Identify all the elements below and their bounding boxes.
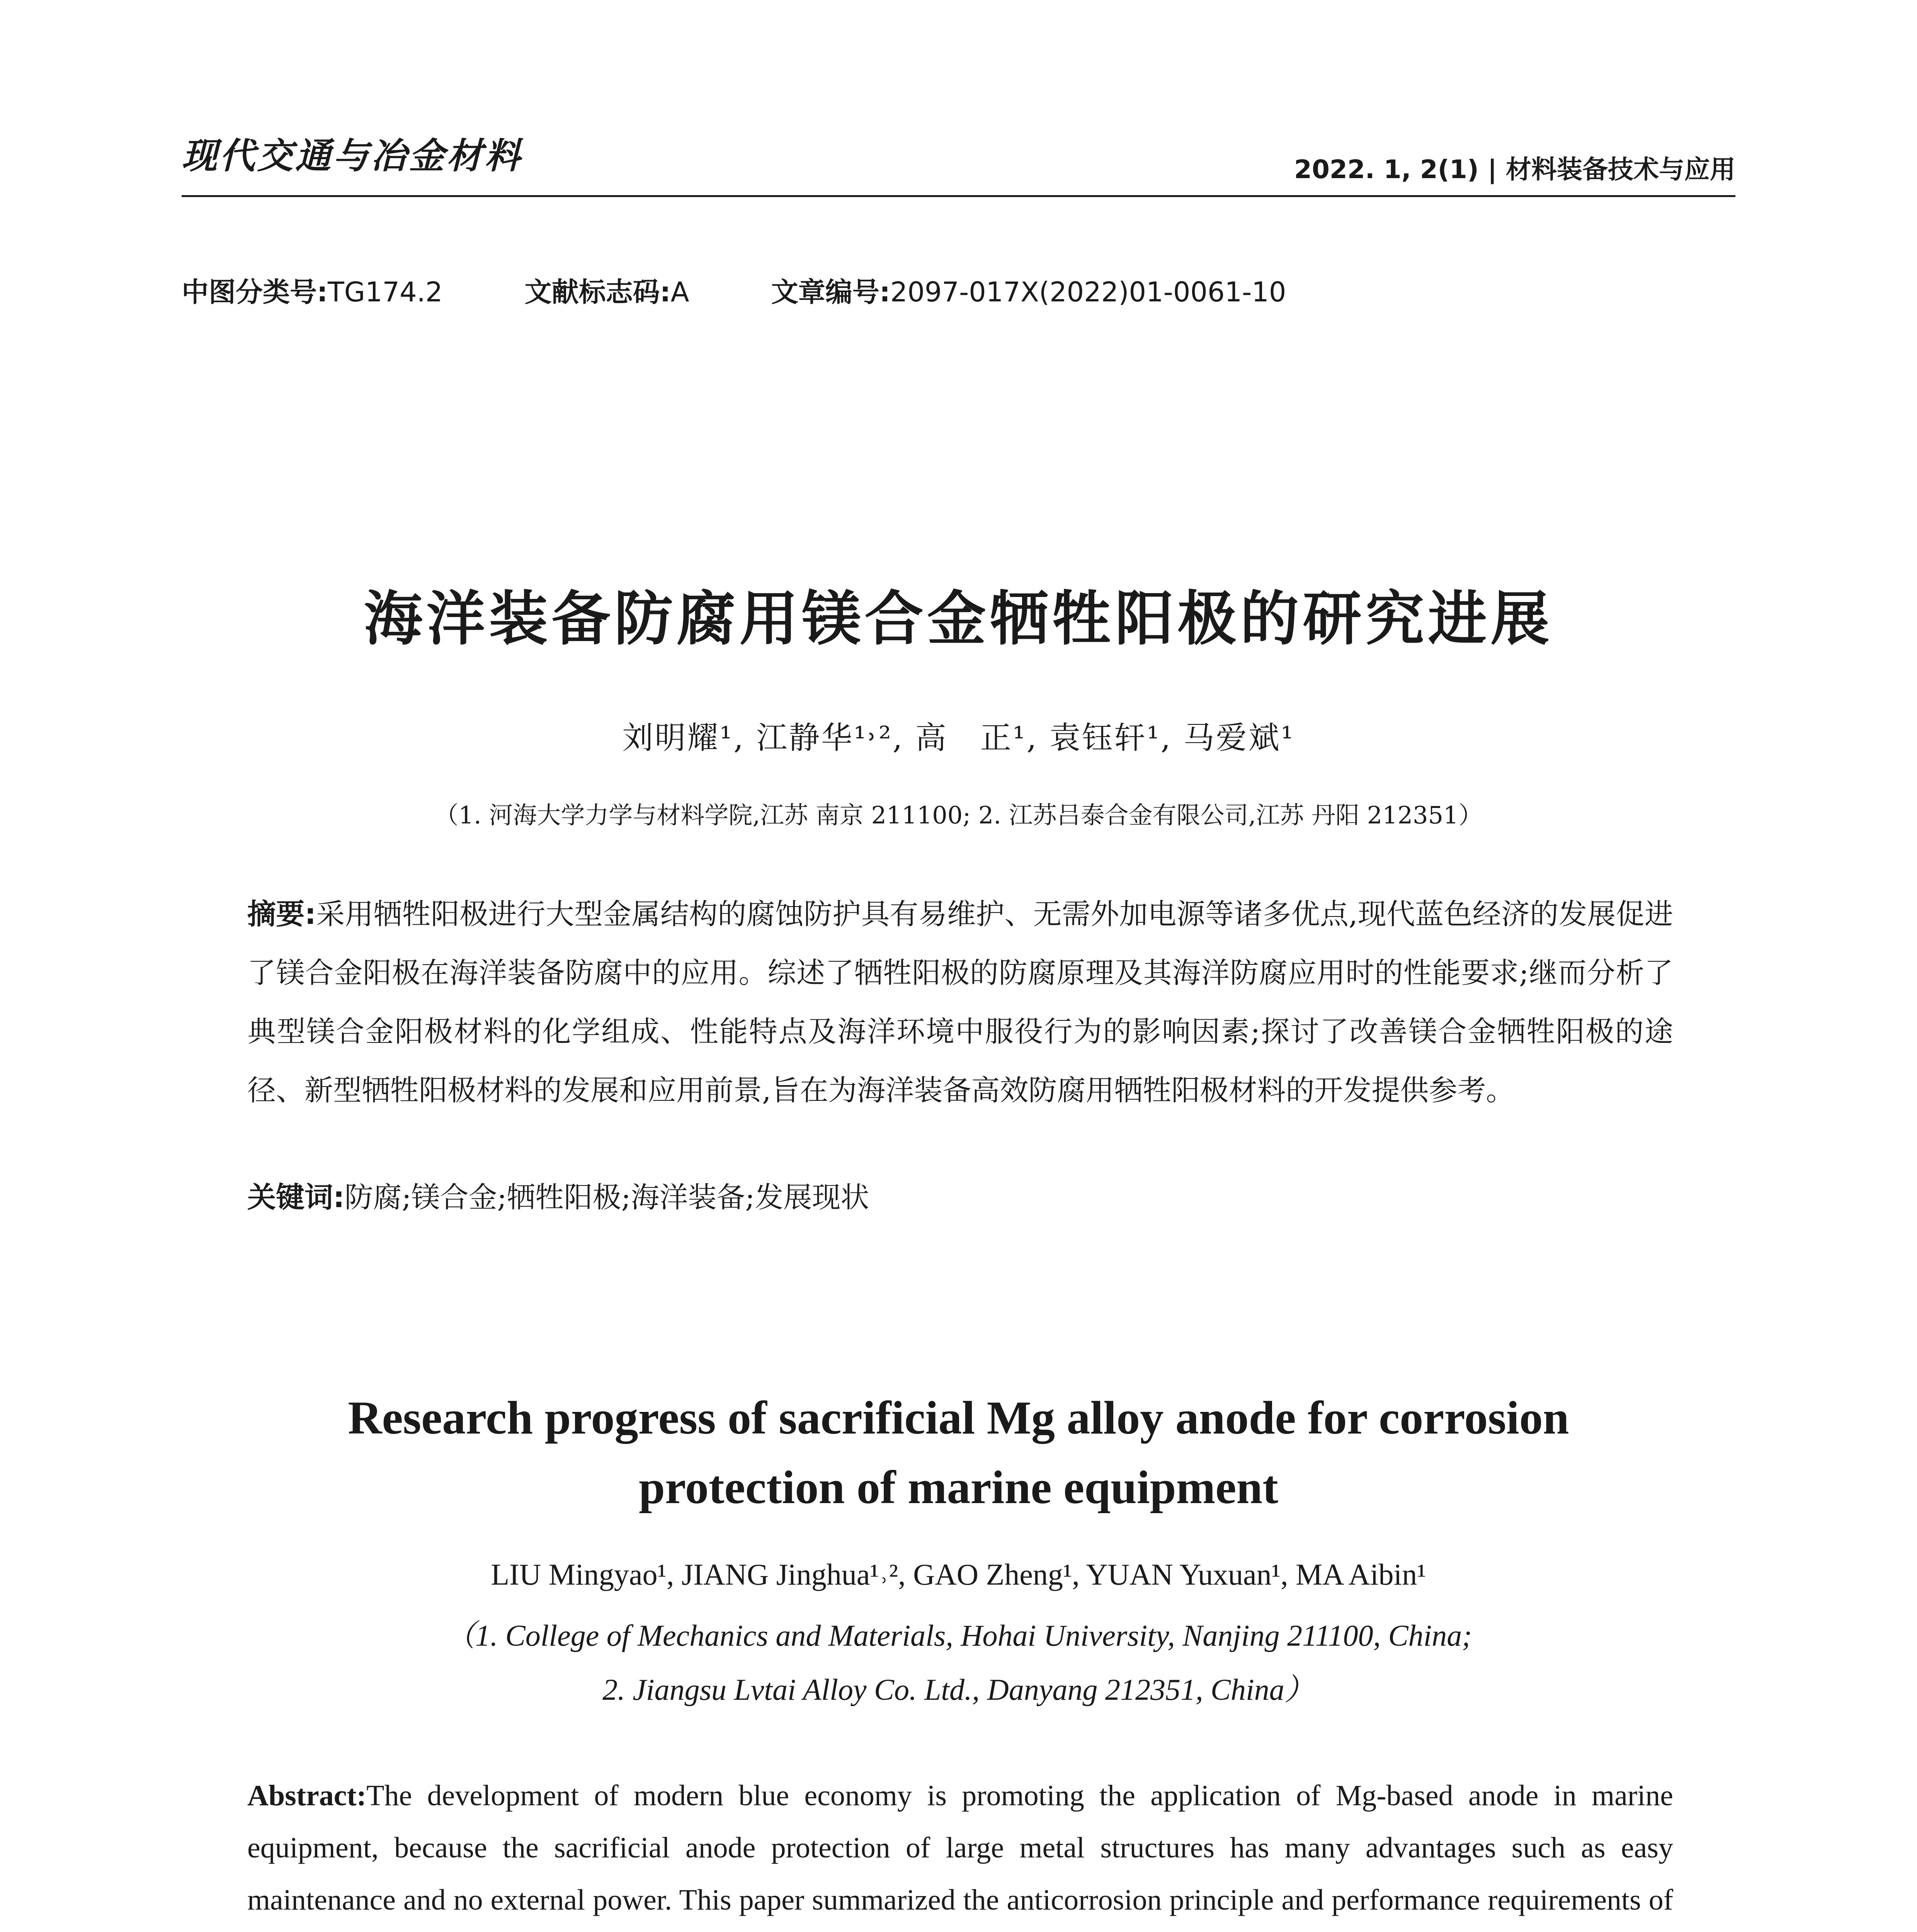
document-code: 文献标志码:A xyxy=(524,276,689,308)
abstract-chinese-label: 摘要: xyxy=(247,898,316,931)
header-divider xyxy=(182,195,1735,197)
clc-code: 中图分类号:TG174.2 xyxy=(182,276,443,308)
authors-chinese: 刘明耀¹, 江静华¹˒², 高 正¹, 袁钰轩¹, 马爱斌¹ xyxy=(622,720,1295,756)
journal-logo: 现代交通与冶金材料 xyxy=(182,135,523,177)
title-chinese: 海洋装备防腐用镁合金牺牲阳极的研究进展 xyxy=(364,585,1553,653)
title-english-line-2: protection of marine equipment xyxy=(639,1461,1278,1514)
authors-english: LIU Mingyao¹, JIANG Jinghua¹˒², GAO Zheng¹, YUAN Yuxuan¹, MA Aibin¹ xyxy=(491,1558,1426,1591)
classification-line xyxy=(182,270,1735,310)
abstract-english-label: Abstract: xyxy=(247,1779,367,1812)
keywords-chinese xyxy=(247,1175,1673,1216)
affiliations-english-line-2: 2. Jiangsu Lvtai Alloy Co. Ltd., Danyang 212351, China） xyxy=(602,1673,1315,1706)
abstract-english-text: The development of modern blue economy is promoting the application of Mg-based anode in marine equipment, because the sacrificial anode protection of large metal structures has many advantages such as easy maintenance and no external power. This paper summarized the anticorrosion principle and performance requirements of xyxy=(247,1779,1673,1916)
title-english-line-1: Research progress of sacrificial Mg alloy anode for corrosion xyxy=(348,1392,1569,1444)
title-english xyxy=(0,1383,1917,1522)
affiliations-chinese: （1. 河海大学力学与材料学院,江苏 南京 211100; 2. 江苏吕泰合金有限公司,江苏 丹阳 212351） xyxy=(434,801,1483,829)
keywords-chinese-label: 关键词: xyxy=(247,1181,345,1214)
affiliations-english-line-1: （1. College of Mechanics and Materials, Hohai University, Nanjing 211100, China; xyxy=(445,1619,1472,1652)
issue-info: 2022. 1, 2(1) | 材料装备技术与应用 xyxy=(1294,155,1735,184)
abstract-english xyxy=(247,1770,1673,1932)
keywords-chinese-text: 防腐;镁合金;牺牲阳极;海洋装备;发展现状 xyxy=(344,1181,869,1214)
abstract-chinese xyxy=(247,885,1673,1120)
article-number: 文章编号:2097-017X(2022)01-0061-10 xyxy=(771,276,1286,308)
abstract-chinese-text: 采用牺牲阳极进行大型金属结构的腐蚀防护具有易维护、无需外加电源等诸多优点,现代蓝色经济的发展促进了镁合金阳极在海洋装备防腐中的应用。综述了牺牲阳极的防腐原理及其海洋防腐应用时的性能要求;继而分析了典型镁合金阳极材料的化学组成、性能特点及海洋环境中服役行为的影响因素;探讨了改善镁合金牺牲阳极的途径、新型牺牲阳极材料的发展和应用前景,旨在为海洋装备高效防腐用牺牲阳极材料的开发提供参考。 xyxy=(247,898,1673,1107)
